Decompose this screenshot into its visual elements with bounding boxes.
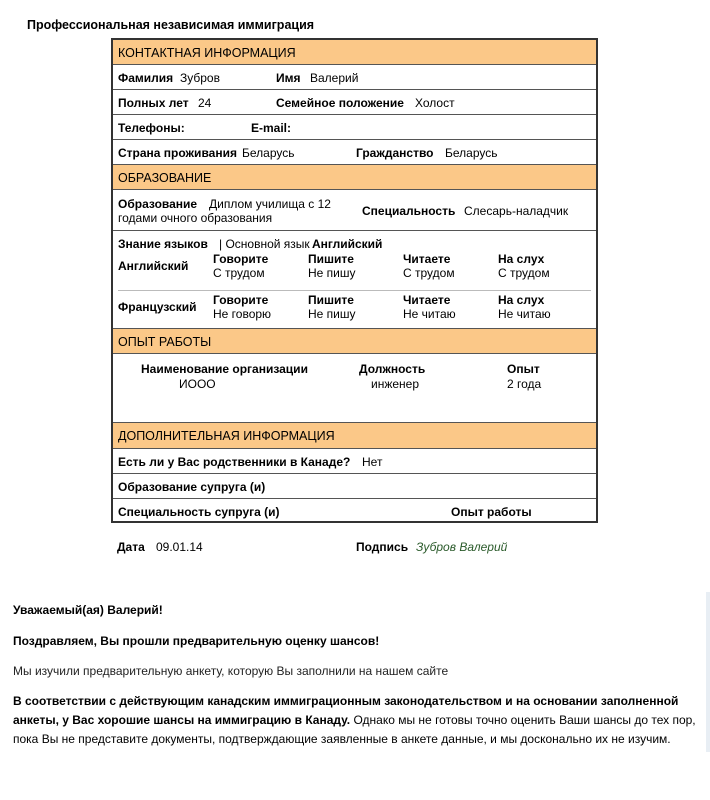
assessment-form: [111, 38, 598, 523]
languages-separator: | Основной язык: [219, 237, 310, 251]
section-title: ДОПОЛНИТЕЛЬНАЯ ИНФОРМАЦИЯ: [118, 429, 335, 443]
row-phones: [113, 115, 596, 140]
education-label: Образование: [118, 197, 198, 211]
section-title: ОПЫТ РАБОТЫ: [118, 335, 212, 349]
language-skill-header: На слух: [498, 293, 545, 307]
letter-paragraph-2: [13, 692, 703, 749]
letter-greeting: Уважаемый(ая) Валерий!: [13, 603, 163, 617]
age-label: Полных лет: [118, 96, 189, 110]
letter-paragraph-2-rest: Однако мы не готовы точно оценить Ваши шансы до тех пор, пока Вы не представите документы, подтверждающие заявленные в анкете данные, и мы досконально их не изучим.: [13, 713, 696, 746]
language-skill-value: Не пишу: [308, 266, 356, 280]
signature-value: Зубров Валерий: [416, 540, 508, 554]
date-label: Дата: [117, 540, 145, 554]
email-label: E-mail:: [251, 121, 292, 135]
row-spouse-education: [113, 474, 596, 499]
surname-value: Зубров: [180, 71, 220, 85]
language-skill-value: С трудом: [403, 266, 455, 280]
letter-congrats: Поздравляем, Вы прошли предварительную оценку шансов!: [13, 634, 380, 648]
language-skill-value: Не читаю: [498, 307, 551, 321]
specialty-value: Слесарь-наладчик: [464, 204, 569, 218]
language-skill-header: Говорите: [213, 293, 269, 307]
language-skill-value: С трудом: [213, 266, 265, 280]
language-skill-header: Читаете: [403, 293, 451, 307]
phones-label: Телефоны:: [118, 121, 185, 135]
country-label: Страна проживания: [118, 146, 237, 160]
letter-paragraph-2-bold: В соответствии с действующим канадским иммиграционным законодательством и на основании заполненной анкеты, у Вас хорошие шансы на иммиграцию в Канаду.: [13, 694, 679, 727]
date-value: 09.01.14: [156, 540, 203, 554]
org-value: ИООО: [179, 377, 216, 391]
language-skill-value: Не читаю: [403, 307, 456, 321]
row-languages: [113, 231, 596, 329]
language-name: Французский: [118, 300, 197, 314]
language-skill-header: На слух: [498, 252, 545, 266]
org-label: Наименование организации: [141, 362, 308, 376]
language-skill-header: Читаете: [403, 252, 451, 266]
country-value: Беларусь: [242, 146, 295, 160]
signature-label: Подпись: [356, 540, 409, 554]
row-relatives: [113, 449, 596, 474]
spouse-experience-label: Опыт работы: [451, 505, 532, 519]
section-header-contact: [113, 40, 596, 65]
section-header-additional: [113, 423, 596, 449]
education-value-line2: годами очного образования: [118, 211, 273, 225]
section-header-education: [113, 165, 596, 190]
marital-value: Холост: [415, 96, 455, 110]
education-value-line1: Диплом училища с 12: [209, 197, 331, 211]
name-value: Валерий: [310, 71, 359, 85]
language-skill-header: Пишите: [308, 252, 354, 266]
spouse-specialty-label: Специальность супруга (и): [118, 505, 280, 519]
relatives-label: Есть ли у Вас родственники в Канаде?: [118, 455, 351, 469]
row-country: [113, 140, 596, 165]
letter-paragraph-1: Мы изучили предварительную анкету, которую Вы заполнили на нашем сайте: [13, 664, 449, 678]
row-experience: [113, 354, 596, 423]
row-spouse-specialty: [113, 499, 596, 523]
page-title: Профессиональная независимая иммиграция: [27, 18, 315, 32]
language-skill-value: Не пишу: [308, 307, 356, 321]
language-skill-header: Говорите: [213, 252, 269, 266]
age-value: 24: [198, 96, 212, 110]
section-title: ОБРАЗОВАНИЕ: [118, 171, 212, 185]
language-skill-value: Не говорю: [213, 307, 272, 321]
citizenship-value: Беларусь: [445, 146, 498, 160]
row-name: [113, 65, 596, 90]
language-skill-header: Пишите: [308, 293, 354, 307]
section-title: КОНТАКТНАЯ ИНФОРМАЦИЯ: [118, 46, 296, 60]
row-age: [113, 90, 596, 115]
language-divider: [118, 290, 591, 291]
main-language: Английский: [312, 237, 383, 251]
years-value: 2 года: [507, 377, 542, 391]
language-name: Английский: [118, 259, 189, 273]
surname-label: Фамилия: [118, 71, 174, 85]
relatives-value: Нет: [362, 455, 383, 469]
languages-label: Знание языков: [118, 237, 208, 251]
row-education: [113, 190, 596, 231]
position-value: инженер: [371, 377, 420, 391]
citizenship-label: Гражданство: [356, 146, 434, 160]
specialty-label: Специальность: [362, 204, 456, 218]
language-skill-value: С трудом: [498, 266, 550, 280]
name-label: Имя: [276, 71, 301, 85]
marital-label: Семейное положение: [276, 96, 404, 110]
position-label: Должность: [359, 362, 426, 376]
spouse-education-label: Образование супруга (и): [118, 480, 266, 494]
scrollbar-track[interactable]: [706, 592, 710, 752]
section-header-experience: [113, 329, 596, 354]
years-label: Опыт: [507, 362, 540, 376]
